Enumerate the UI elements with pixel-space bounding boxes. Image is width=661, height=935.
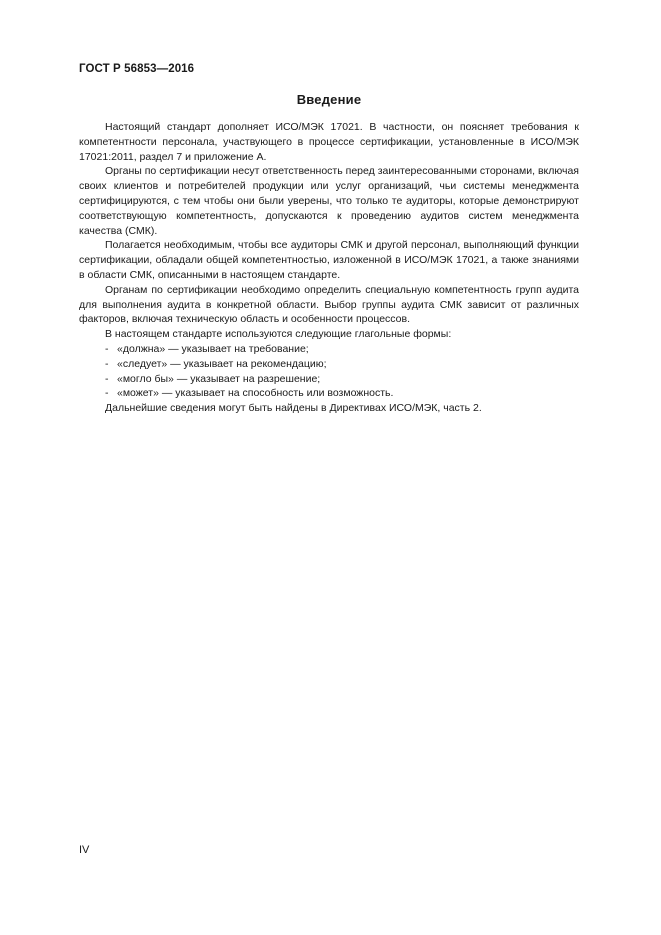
paragraph-1: Настоящий стандарт дополняет ИСО/МЭК 17021. В частности, он поясняет требования к компетентности персонала, участвующего в процессе сертификации, установленные в ИСО/МЭК 17021:2011, раздел 7 и приложение А. (79, 121, 579, 163)
list-marker: - (105, 387, 109, 400)
section-title: Введение (296, 92, 362, 107)
document-code: ГОСТ Р 56853—2016 (79, 63, 195, 75)
list-marker: - (105, 372, 109, 385)
paragraph-3: Полагается необходимым, чтобы все аудиторы СМК и другой персонал, выполняющий функции сертификации, обладали общей компетентностью, изложенной в ИСО/МЭК 17021, а также знаниями в области СМК, описанными в настоящем стандарте. (79, 239, 579, 281)
closing-paragraph: Дальнейшие сведения могут быть найдены в Директивах ИСО/МЭК, часть 2. (105, 402, 482, 415)
paragraph-5: В настоящем стандарте используются следующие глагольные формы: (105, 328, 452, 341)
list-item-should (79, 357, 579, 372)
list-item-may (79, 372, 579, 387)
list-item-text: «должна» — указывает на требование; (117, 342, 309, 355)
list-item-must (79, 342, 579, 357)
list-item-text: «может» — указывает на способность или возможность. (117, 387, 394, 400)
list-marker: - (105, 357, 109, 370)
list-item-text: «могло бы» — указывает на разрешение; (117, 372, 321, 385)
verbal-forms-list (79, 342, 579, 401)
paragraph-2: Органы по сертификации несут ответственность перед заинтересованными сторонами, включая своих клиентов и потребителей продукции или услуг организаций, чьи системы менеджмента сертифицируются, с тем чтобы они были уверены, что только те аудиторы, которые демонстрируют соответствующую компетентность, допускаются к проведению аудитов систем менеджмента качества (СМК). (79, 165, 579, 237)
list-item-text: «следует» — указывает на рекомендацию; (117, 357, 327, 370)
list-item-can (79, 386, 579, 401)
paragraph-4: Органам по сертификации необходимо определить специальную компетентность групп аудита для выполнения аудита в конкретной области. Выбор группы аудита СМК зависит от различных факторов, включая техническую область и особенности процессов. (79, 283, 579, 326)
page-number: IV (79, 844, 90, 856)
introduction-body (79, 120, 579, 416)
list-marker: - (105, 342, 109, 355)
